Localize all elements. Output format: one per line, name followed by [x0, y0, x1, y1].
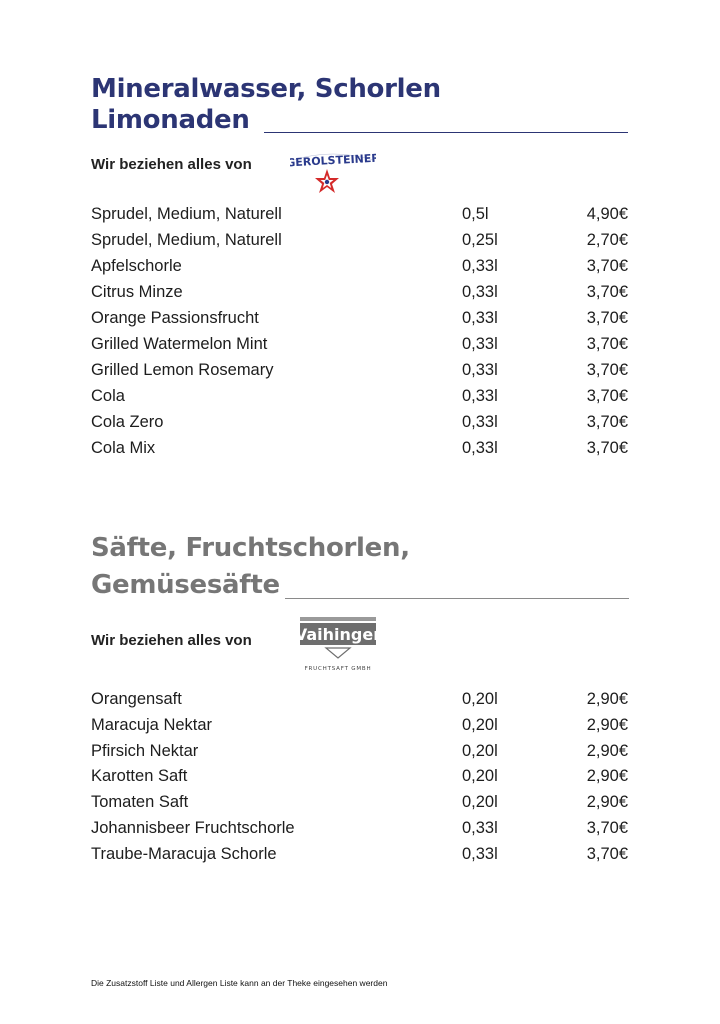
item-volume: 0,33l	[462, 844, 498, 863]
menu-item-row	[91, 361, 628, 387]
menu-item-row	[91, 387, 628, 413]
menu-item-row	[91, 231, 628, 257]
menu-item-row	[91, 819, 628, 845]
item-volume: 0,20l	[462, 793, 498, 812]
menu-item-row	[91, 309, 628, 335]
item-volume: 0,33l	[462, 819, 498, 837]
logo-wordmark: Vaihinger	[296, 625, 380, 644]
item-price: 3,70€	[586, 413, 628, 431]
menu-item-row	[91, 845, 628, 871]
item-price: 2,90€	[586, 690, 628, 708]
star-lion-icon	[315, 169, 339, 193]
title-underline	[285, 598, 629, 599]
menu-item-row	[91, 205, 628, 231]
item-volume: 0,33l	[462, 439, 498, 457]
item-price: 3,70€	[586, 844, 628, 863]
menu-item-row	[91, 690, 628, 716]
item-volume: 0,20l	[462, 690, 498, 708]
section-title-line1: Säfte, Fruchtschorlen,	[91, 533, 410, 563]
item-price: 2,70€	[586, 231, 628, 249]
menu-item-row	[91, 716, 628, 742]
menu-item-row	[91, 413, 628, 439]
logo-subtext: FRUCHTSAFT GMBH	[304, 666, 372, 672]
item-volume: 0,33l	[462, 413, 498, 431]
item-name: Citrus Minze	[91, 283, 183, 301]
item-price: 2,90€	[586, 767, 628, 786]
item-name: Maracuja Nektar	[91, 715, 213, 734]
item-volume: 0,20l	[462, 767, 498, 786]
item-name: Traube-Maracuja Schorle	[91, 844, 277, 863]
item-name: Grilled Watermelon Mint	[91, 335, 268, 353]
menu-item-row	[91, 257, 628, 283]
item-price: 2,90€	[586, 741, 628, 760]
item-price: 3,70€	[586, 361, 628, 379]
item-volume: 0,5l	[462, 205, 489, 223]
supplier-text: Wir beziehen alles von	[91, 632, 252, 649]
section-title-line2: Gemüsesäfte	[91, 570, 280, 600]
item-volume: 0,33l	[462, 335, 498, 353]
item-price: 4,90€	[586, 205, 628, 223]
item-name: Pfirsich Nektar	[91, 741, 199, 760]
item-name: Tomaten Saft	[91, 793, 189, 812]
section-title-saefte	[91, 530, 410, 604]
supplier-text: Wir beziehen alles von	[91, 156, 252, 173]
item-price: 3,70€	[586, 309, 628, 327]
menu-item-row	[91, 767, 628, 793]
menu-item-row	[91, 335, 628, 361]
item-price: 3,70€	[586, 439, 628, 457]
item-name: Cola	[91, 387, 125, 405]
menu-item-row	[91, 283, 628, 309]
item-price: 3,70€	[586, 335, 628, 353]
item-name: Karotten Saft	[91, 767, 188, 786]
item-name: Sprudel, Medium, Naturell	[91, 205, 282, 223]
item-volume: 0,33l	[462, 283, 498, 301]
item-volume: 0,33l	[462, 309, 498, 327]
section-title-mineralwasser	[91, 74, 441, 136]
footer-note: Die Zusatzstoff Liste und Allergen Liste kann an der Theke eingesehen werden	[91, 978, 388, 988]
item-price: 3,70€	[586, 257, 628, 275]
item-volume: 0,20l	[462, 741, 498, 760]
menu-item-row	[91, 439, 628, 465]
item-price: 2,90€	[586, 715, 628, 734]
item-price: 3,70€	[586, 283, 628, 301]
item-volume: 0,33l	[462, 387, 498, 405]
item-volume: 0,20l	[462, 715, 498, 734]
item-name: Cola Zero	[91, 413, 164, 431]
item-volume: 0,25l	[462, 231, 498, 249]
menu-item-row	[91, 793, 628, 819]
item-name: Sprudel, Medium, Naturell	[91, 231, 282, 249]
item-name: Orange Passionsfrucht	[91, 309, 259, 327]
section-title-line2: Limonaden	[91, 105, 250, 135]
menu-item-row	[91, 742, 628, 768]
gerolsteiner-logo	[290, 146, 376, 198]
vaihinger-logo	[296, 615, 380, 675]
item-name: Cola Mix	[91, 439, 156, 457]
logo-wordmark: GEROLSTEINER	[290, 151, 376, 170]
item-name: Orangensaft	[91, 690, 182, 708]
title-underline	[264, 132, 628, 133]
item-volume: 0,33l	[462, 361, 498, 379]
item-name: Apfelschorle	[91, 257, 182, 275]
section-title-line1: Mineralwasser, Schorlen	[91, 74, 441, 104]
item-name: Johannisbeer Fruchtschorle	[91, 819, 295, 837]
item-price: 3,70€	[586, 819, 628, 837]
item-name: Grilled Lemon Rosemary	[91, 361, 274, 379]
item-volume: 0,33l	[462, 257, 498, 275]
item-price: 3,70€	[586, 387, 628, 405]
item-price: 2,90€	[586, 793, 628, 812]
